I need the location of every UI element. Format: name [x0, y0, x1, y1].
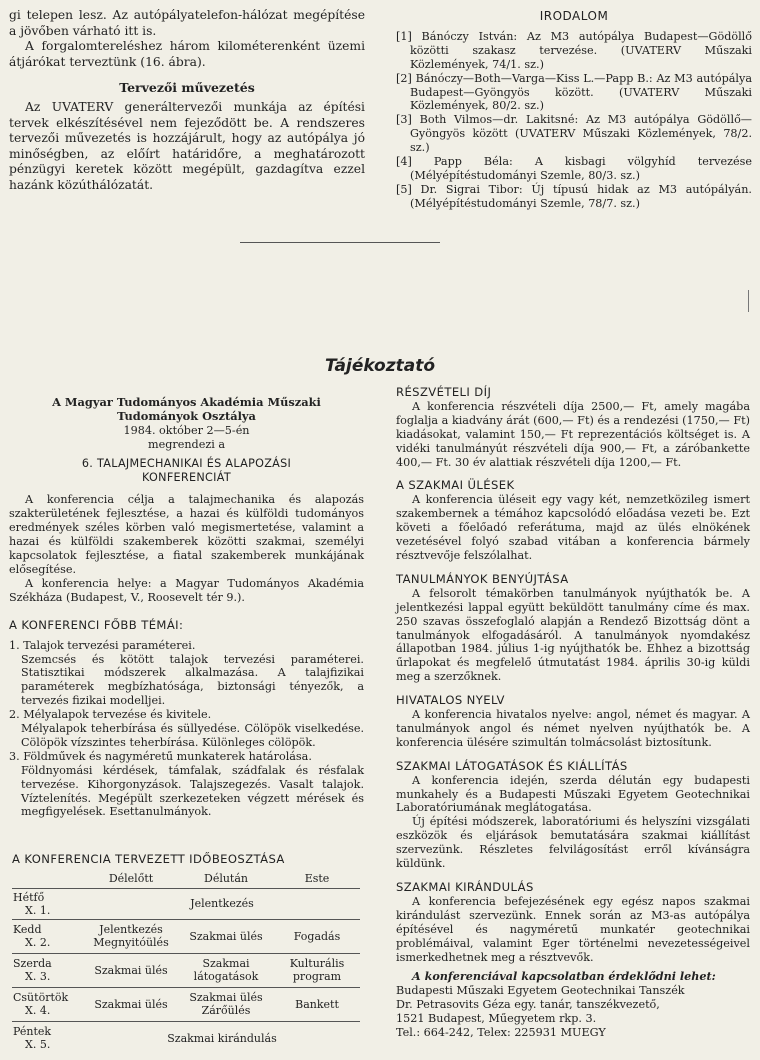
paragraph: gi telepen lesz. Az autópályatelefon-hálózat megépítése a jövőben várható itt is. [9, 8, 365, 38]
reference-item: [1] Bánóczy István: Az M3 autópálya Budapest—Gödöllő közötti szakasz tervezése. (UVATERV Műszaki Közlemények, 74/1. sz.) [396, 29, 752, 71]
topics-list [9, 639, 364, 820]
schedule-cell: Jelentkezés Megnyitóülés [84, 919, 178, 953]
day-cell: Kedd X. 2. [12, 919, 84, 953]
section-title: SZAKMAI KIRÁNDULÁS [396, 880, 534, 894]
topic-heading: 3. Földművek és nagyméretű munkaterek határolása. [9, 749, 312, 763]
reference-item: [3] Both Vilmos—dr. Lakitsné: Az M3 autópálya Gödöllő—Gyöngyös között (UVATERV Műszaki Közlemények, 78/2. sz.) [396, 113, 752, 155]
paragraph: A konferencia célja a talajmechanika és alapozás szakterületének fejlesztése, a hazai és külföldi tudományos eredmények széles körben való megismertetése, valamint a hazai és külföldi szakemberek közötti szakmai, személyi kapcsolatok fejlesztése, a fiatal szakemberek munkájának elősegítése. [9, 493, 364, 576]
divider [748, 290, 749, 312]
contact-line: 1521 Budapest, Műegyetem rkp. 3. [396, 1012, 597, 1026]
details-column [396, 386, 750, 1040]
schedule-cell: Szakmai látogatások [178, 953, 274, 987]
paragraph: Új építési módszerek, laboratóriumi és helyszíni vizsgálati eszközök és eljárások bemutatására szakmai kiállítást szervezünk. Részletes felvilágosítást erről kívánságra küldünk. [396, 815, 750, 871]
column-header: Este [304, 872, 330, 886]
references-section [396, 10, 752, 211]
topic-details: Szemcsés és kötött talajok tervezési paraméterei. Statisztikai módszerek alkalmazása. A talajfizikai paraméterek megbízhatósága, biztonsági tényezők, a tervezés fizikai modelljei. [21, 652, 364, 708]
intro-verb: megrendezi a [147, 437, 226, 451]
column-header: Délután [204, 872, 248, 886]
left-top-column [9, 8, 365, 194]
section-title: A SZAKMAI ÜLÉSEK [396, 478, 515, 493]
schedule-cell: Szakmai ülés [84, 953, 178, 987]
schedule-cell: Fogadás [274, 919, 360, 953]
paragraph: A konferencia részvételi díja 2500,— Ft, amely magába foglalja a kiadvány árát (600,— Ft) és a rendezési (1750,— Ft) kiadásokat, valamint 150,— Ft reprezentációs költséget is. A vidéki tanulmányút részvételi díja 900,— Ft, a záróbankette 400,— Ft. 30 év alattiak részvételi díja 1200,— Ft. [396, 399, 750, 469]
day-cell: Péntek X. 5. [12, 1021, 84, 1055]
topics-title: A KONFERENCI FŐBB TÉMÁI: [9, 617, 184, 632]
paragraph: A konferencia üléseit egy vagy két, nemzetközileg ismert szakembernek a témához kapcsolódó előadása vezeti be. Ezt követi a főelőadó referátuma, majd az ülés elnökének vezetésével folyó szabad vitában a konferencia bármely résztvevője felszólalhat. [396, 493, 750, 562]
topic-heading: 2. Mélyalapok tervezése és kivitele. [9, 708, 212, 722]
conference-date: 1984. október 2—5-én [123, 423, 250, 437]
column-header: Délelőtt [108, 872, 154, 886]
schedule-title: A KONFERENCIA TERVEZETT IDŐBEOSZTÁSA [12, 852, 285, 866]
reference-item: [2] Bánóczy—Both—Varga—Kiss L.—Papp B.: Az M3 autópálya Budapest—Gyöngyös között. (UVATERV Műszaki Közlemények, 80/2. sz.) [396, 71, 752, 113]
paragraph: A konferencia hivatalos nyelve: angol, német és magyar. A tanulmányok angol és német nyelven nyújthatók be. A konferencia ülésére szimultán tolmácsolást biztosítunk. [396, 708, 750, 749]
section-title: RÉSZVÉTELI DÍJ [396, 385, 492, 399]
schedule-row [12, 987, 360, 1021]
reference-item: [4] Papp Béla: A kisbagi völgyhíd tervezése (Mélyépítéstudományi Szemle, 80/3. sz.) [396, 155, 752, 182]
schedule-row [12, 888, 360, 919]
topic-details: Földnyomási kérdések, támfalak, szádfalak és résfalak tervezése. Kihorgonyzások. Talajszegezés. Vasalt talajok. Víztelenítés. Megépült szerkezeteken végzett mérések és megfigyelések. Esettanulmányok. [21, 763, 364, 819]
schedule-section [12, 852, 362, 1055]
intro-column [9, 396, 364, 819]
schedule-row [12, 953, 360, 987]
schedule-cell: Bankett [274, 987, 360, 1021]
paragraph: A felsorolt témakörben tanulmányok nyújthatók be. A jelentkezési lappal együtt beküldött tanulmány címe és max. 250 szavas összefoglaló alapján a Rendező Bizottság dönt a tanulmányok elfogadásáról. A tanulmányok nyomdakész állapotban 1984. július 1-ig nyújthatók be. Ehhez a bizottság űrlapokat és megfelelő útmutatást 1984. április 30-ig küldi meg a szerzőknek. [396, 586, 750, 684]
contact-line: Budapesti Műszaki Egyetem Geotechnikai Tanszék [396, 984, 685, 998]
contact-line: Dr. Petrasovits Géza egy. tanár, tanszékvezető, [396, 998, 660, 1012]
conference-name: 6. TALAJMECHANIKAI ÉS ALAPOZÁSI [81, 456, 292, 470]
paragraph: A konferencia idején, szerda délután egy budapesti munkahely és a Budapesti Műszaki Egyetem Geotechnikai Laboratóriumának meglátogatása. [396, 773, 750, 815]
day-cell: Hétfő X. 1. [12, 888, 84, 919]
schedule-row [12, 919, 360, 953]
section-title: SZAKMAI LÁTOGATÁSOK ÉS KIÁLLÍTÁS [396, 758, 628, 773]
divider [240, 242, 440, 243]
schedule-cell: Kulturális program [274, 953, 360, 987]
section-title: HIVATALOS NYELV [396, 693, 505, 708]
contact-line: Tel.: 664-242, Telex: 225931 MUEGY [396, 1026, 606, 1040]
organizer-line: A Magyar Tudományos Akadémia Műszaki [52, 395, 321, 409]
paragraph [9, 39, 365, 70]
paragraph-text: A forgalomtereléshez három kilométerenként üzemi átjárókat terveztünk (16. ábra). [9, 39, 365, 69]
paragraph: A konferencia helye: a Magyar Tudományos Akadémia Székháza (Budapest, V., Roosevelt tér 9.). [9, 576, 364, 604]
references-title: IRODALOM [539, 9, 609, 23]
section-title: TANULMÁNYOK BENYÚJTÁSA [396, 571, 569, 586]
conference-name: KONFERENCIÁT [142, 470, 231, 484]
schedule-table [12, 870, 360, 1055]
day-cell: Szerda X. 3. [12, 953, 84, 987]
schedule-cell: Szakmai ülés [178, 919, 274, 953]
topic-heading: 1. Talajok tervezési paraméterei. [9, 638, 196, 652]
day-cell: Csütörtök X. 4. [12, 987, 84, 1021]
paragraph: A konferencia befejezésének egy egész napos szakmai kirándulást szervezünk. Ennek során az M3-as autópálya építésével és nagyméretű munkatér geotechnikai problémáival, valamint Eger történelmi nevezetességeivel ismerkedhetnek meg a résztvevők. [396, 894, 750, 964]
topic-details: Mélyalapok teherbírása és süllyedése. Cölöpök viselkedése. Cölöpök vízszintes teherbírása. Különleges cölöpök. [21, 722, 364, 749]
reference-item: [5] Dr. Sigrai Tibor: Új típusú hidak az M3 autópályán. (Mélyépítéstudományi Szemle, 78/7. sz.) [396, 182, 752, 210]
schedule-cell: Jelentkezés [84, 888, 360, 919]
references-list [396, 30, 752, 211]
section-heading: Tervezői művezetés [119, 80, 255, 96]
paragraph: Az UVATERV generáltervezői munkája az építési tervek elkészítésével nem fejeződött be. A rendszeres tervezői művezetés is hozzájárult, hogy az autópálya jó minőségben, az előírt határidőre, a meghatározott pénzügyi keretek között megépült, gazdagítva ezzel hazánk közúthálózatát. [9, 99, 365, 192]
schedule-header-row [12, 870, 360, 888]
schedule-cell: Szakmai ülés Zárőülés [178, 987, 274, 1021]
page-title: Tájékoztató [324, 356, 436, 376]
contact-title: A konferenciával kapcsolatban érdeklődni lehet: [412, 969, 716, 984]
schedule-row [12, 1021, 360, 1055]
organizer-line: Tudományok Osztálya [117, 408, 256, 423]
schedule-cell: Szakmai kirándulás [84, 1021, 360, 1055]
schedule-cell: Szakmai ülés [84, 987, 178, 1021]
